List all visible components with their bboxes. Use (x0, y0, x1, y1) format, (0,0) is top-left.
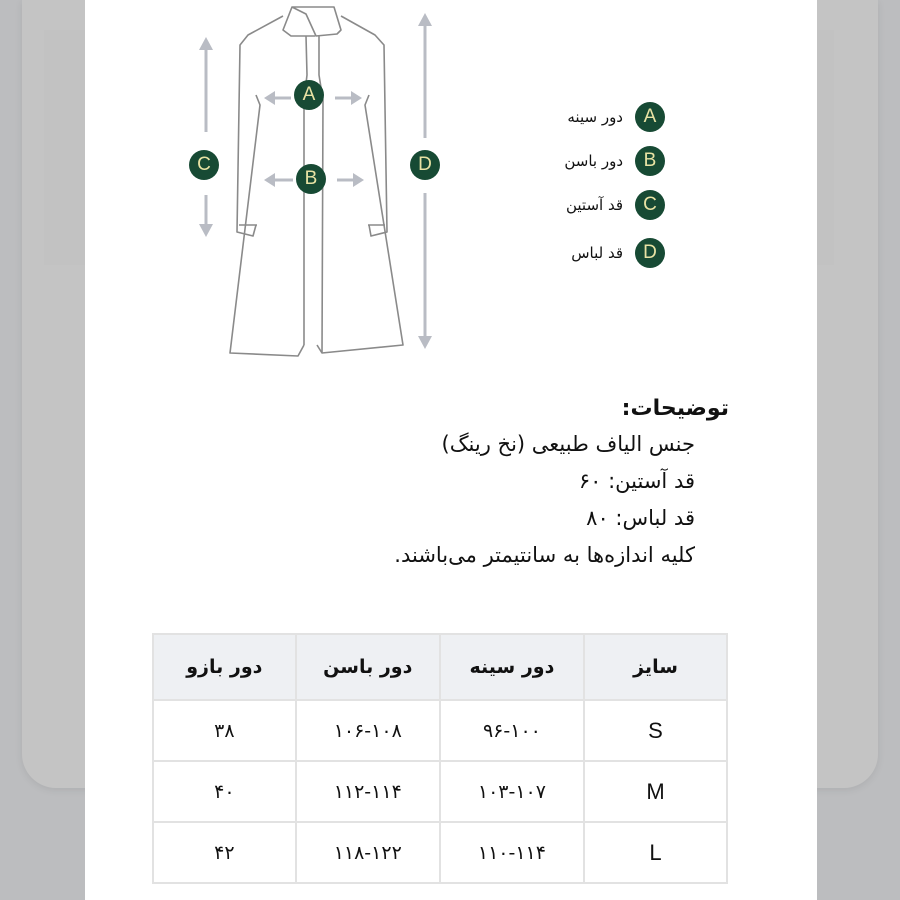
legend-item-hip (525, 139, 665, 183)
description-title: توضیحات: (621, 396, 729, 421)
description (209, 392, 729, 574)
cell-size: L (584, 822, 727, 883)
header-arm: دور بازو (153, 634, 296, 700)
marker-a-icon: A (294, 80, 324, 110)
table-row (153, 700, 727, 761)
legend-item-sleeve (525, 183, 665, 227)
coat-outline-icon (85, 0, 817, 370)
legend-c-icon: C (635, 190, 665, 220)
measurement-figure (85, 0, 817, 370)
header-hip: دور باسن (296, 634, 440, 700)
legend-label: قد لباس (571, 244, 623, 262)
cell-size: S (584, 700, 727, 761)
table-row (153, 761, 727, 822)
cell-chest: ۹۶-۱۰۰ (440, 700, 584, 761)
legend-b-icon: B (635, 146, 665, 176)
legend-d-icon: D (635, 238, 665, 268)
cell-chest: ۱۱۰-۱۱۴ (440, 822, 584, 883)
header-chest: دور سینه (440, 634, 584, 700)
cell-arm: ۴۲ (153, 822, 296, 883)
marker-c-icon: C (189, 150, 219, 180)
legend-label: دور باسن (564, 152, 623, 170)
cell-arm: ۴۰ (153, 761, 296, 822)
marker-d-icon: D (410, 150, 440, 180)
header-size: سایز (584, 634, 727, 700)
size-table (152, 633, 728, 884)
table-row (153, 822, 727, 883)
cell-chest: ۱۰۳-۱۰۷ (440, 761, 584, 822)
cell-hip: ۱۱۲-۱۱۴ (296, 761, 440, 822)
legend-item-length (525, 231, 665, 275)
legend-a-icon: A (635, 102, 665, 132)
legend-item-chest (525, 95, 665, 139)
cell-hip: ۱۱۸-۱۲۲ (296, 822, 440, 883)
description-material: جنس الیاف طبیعی (نخ رینگ) (441, 432, 695, 456)
size-guide-modal (85, 0, 817, 900)
table-header-row (153, 634, 727, 700)
cell-size: M (584, 761, 727, 822)
description-garment-length: قد لباس: ۸۰ (586, 506, 695, 530)
legend-label: دور سینه (567, 108, 623, 126)
cell-hip: ۱۰۶-۱۰۸ (296, 700, 440, 761)
measurement-legend (525, 95, 665, 275)
description-sleeve-length: قد آستین: ۶۰ (578, 469, 695, 493)
cell-arm: ۳۸ (153, 700, 296, 761)
legend-label: قد آستین (565, 196, 623, 214)
marker-b-icon: B (296, 164, 326, 194)
description-units-note: کلیه اندازه‌ها به سانتیمتر می‌باشند. (394, 543, 695, 567)
